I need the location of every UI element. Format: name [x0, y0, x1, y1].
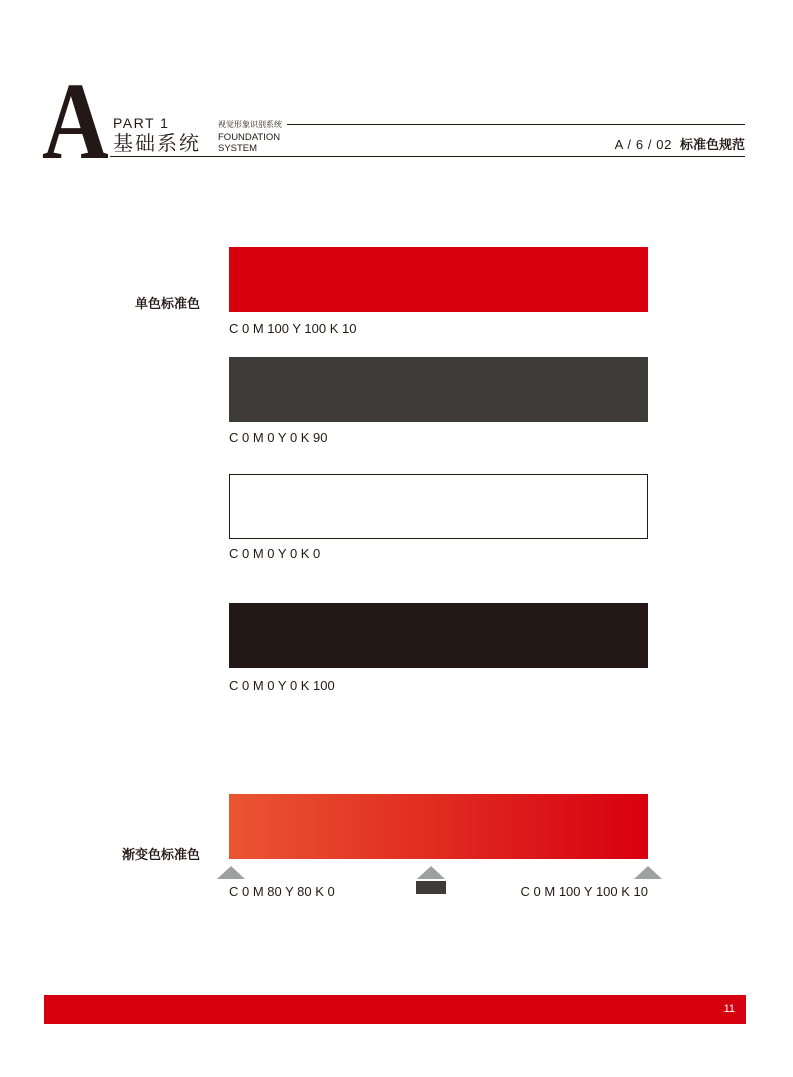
footer-bar: [44, 995, 746, 1024]
page-title: 标准色规范: [679, 137, 745, 152]
gradient-start-cmyk: C 0 M 80 Y 80 K 0: [229, 884, 335, 899]
system-name-en-line1: FOUNDATION: [218, 132, 281, 143]
gradient-swatch: [229, 794, 648, 859]
color-swatch-dark-gray: [229, 357, 648, 422]
header-rule-bottom: [110, 156, 745, 157]
header-rule-top: [287, 124, 745, 125]
page-code: A / 6 / 02: [614, 137, 672, 152]
section-heading: [615, 138, 745, 151]
gradient-color-label: 渐变色标准色: [121, 847, 200, 862]
gradient-end-marker: [634, 866, 662, 879]
gradient-start-marker: [217, 866, 245, 879]
gradient-end-cmyk: C 0 M 100 Y 100 K 10: [520, 884, 648, 899]
cmyk-value-white: C 0 M 0 Y 0 K 0: [229, 546, 321, 561]
part-label: PART 1: [113, 115, 170, 131]
single-color-label: 单色标准色: [134, 296, 200, 311]
cmyk-value-black: C 0 M 0 Y 0 K 100: [229, 678, 335, 693]
page-number: 11: [723, 1003, 735, 1015]
color-swatch-red: [229, 247, 648, 312]
section-letter: A: [42, 60, 109, 182]
system-name-cn: 视觉形象识别系统: [218, 120, 282, 129]
cmyk-value-red: C 0 M 100 Y 100 K 10: [229, 321, 357, 336]
cmyk-value-dark-gray: C 0 M 0 Y 0 K 90: [229, 430, 328, 445]
gradient-midpoint-swatch: [416, 881, 446, 894]
gradient-midpoint-marker: [417, 866, 445, 879]
color-swatch-white: [229, 474, 648, 539]
color-swatch-black: [229, 603, 648, 668]
part-title: 基础系统: [113, 133, 201, 155]
system-name-en-line2: SYSTEM: [218, 143, 258, 154]
